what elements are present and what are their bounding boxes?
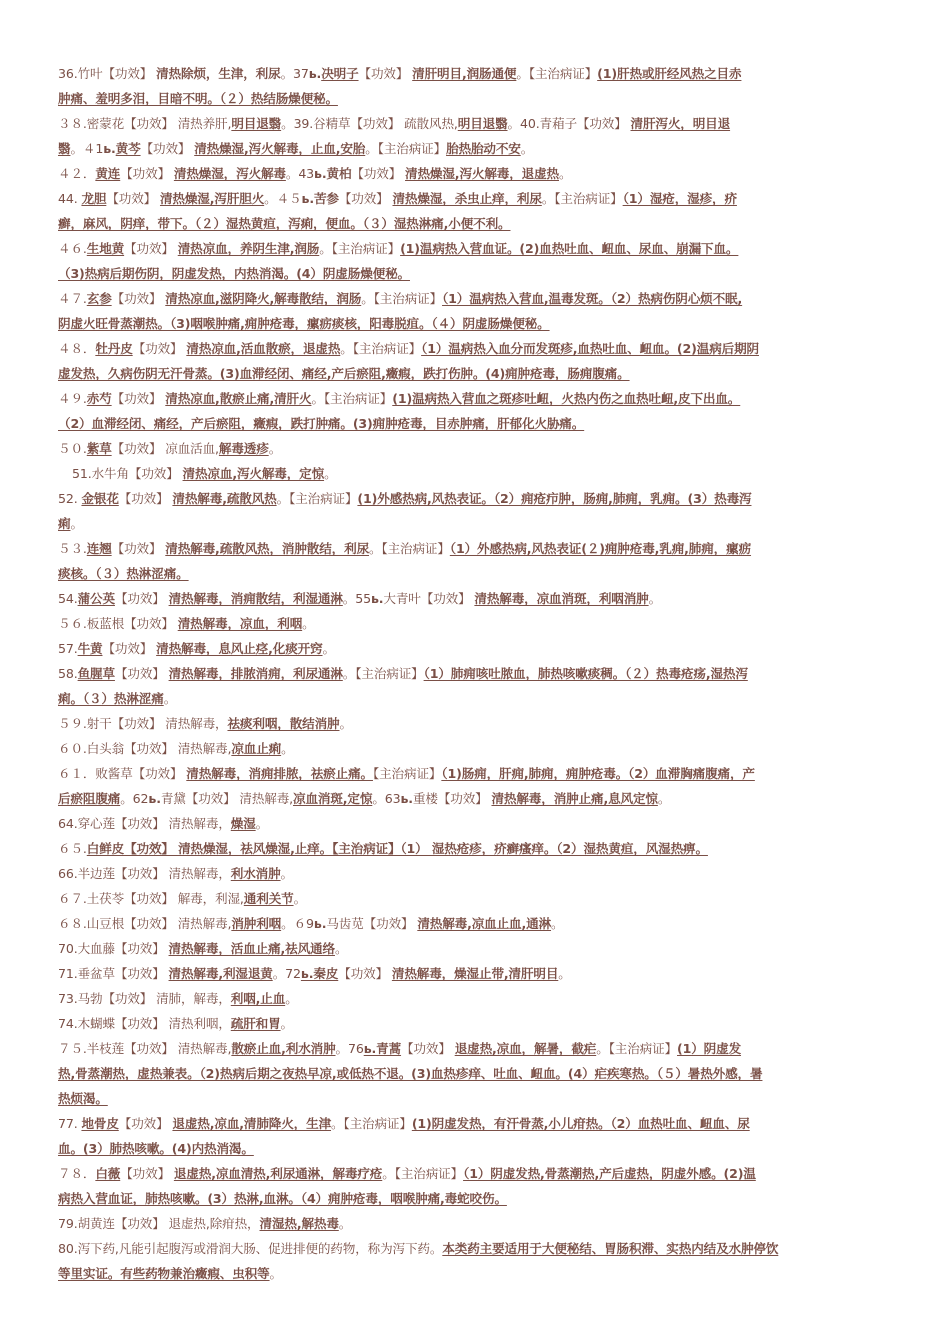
text-segment: 。	[648, 591, 662, 606]
text-line	[58, 1266, 898, 1282]
emphasized-text: 消肿利咽	[231, 916, 282, 931]
text-segment: 58.	[58, 666, 78, 681]
emphasized-text: 癣，麻风，阴痒，带下。（２）湿热黄疸，泻痢，便血。（３）湿热淋痛,小便不利。	[58, 216, 511, 231]
emphasized-text: 清热燥湿,泻肝胆火	[159, 191, 265, 206]
text-line	[58, 516, 898, 532]
emphasized-text: 清热解毒，凉血消斑，利咽消肿	[474, 591, 649, 606]
text-segment: 【功效】	[111, 391, 166, 406]
text-segment: ５６.板蓝根【功效】	[58, 616, 178, 631]
emphasized-text: 退虚热,凉血清热,利尿通淋，解毒疗疮	[173, 1166, 383, 1181]
text-segment: ７８．	[58, 1166, 96, 1181]
text-segment: ５３.	[58, 541, 87, 556]
text-segment: 。	[268, 441, 282, 456]
text-segment: ５９.射干【功效】 清热解毒，	[58, 716, 228, 731]
text-segment: 。55	[342, 591, 371, 606]
text-segment: 。６9	[281, 916, 314, 931]
emphasized-text: 痢。（３）热淋涩痛	[58, 691, 164, 706]
text-segment: 。76	[335, 1041, 364, 1056]
text-segment: ５０.	[58, 441, 87, 456]
text-segment: 。【主治病证】	[365, 141, 447, 156]
text-segment: 。４1	[70, 141, 104, 156]
emphasized-text: (1)温病热入营血证。(2)血热吐血、衄血、尿血、崩漏下血。	[400, 241, 739, 256]
text-line	[58, 241, 898, 257]
text-segment: 。	[70, 516, 83, 531]
emphasized-text: 地骨皮	[81, 1116, 119, 1131]
emphasized-text: 清热凉血,活血散瘀，退虚热	[186, 341, 341, 356]
text-segment: 【功效】	[120, 1166, 174, 1181]
text-segment: 。【主治病证】	[276, 491, 358, 506]
text-line	[58, 1091, 898, 1107]
text-line	[58, 891, 898, 907]
text-segment: 。	[322, 641, 335, 656]
emphasized-text: 清热解毒，消痈排脓，祛瘀止痛。	[186, 766, 373, 781]
text-segment: 。63	[372, 791, 401, 806]
text-line	[58, 816, 898, 832]
emphasized-text: 清肝泻火，明目退	[630, 116, 731, 131]
emphasized-text: （1)肠痈，肝痈,肺痈，痈肿疮毒。（2）血滞胸痛腹痛，产	[441, 766, 755, 781]
emphasized-text: 生地黄	[86, 241, 125, 256]
emphasized-text: ь.	[313, 916, 327, 931]
text-segment: 。	[657, 791, 671, 806]
text-segment: 57.	[58, 641, 78, 656]
text-segment: 大青叶【功效】	[383, 591, 475, 606]
emphasized-text: 疏肝和胃	[230, 1016, 281, 1031]
text-segment: 【功效】 凉血活血,	[111, 441, 219, 456]
emphasized-text: 决明子	[321, 66, 359, 81]
emphasized-text: 清热凉血,泻火解毒，定惊	[182, 466, 325, 481]
text-segment: 73.马勃【功效】 清肺，解毒，	[58, 991, 231, 1006]
text-line	[58, 616, 898, 632]
text-line	[72, 466, 912, 482]
text-segment: 。	[280, 1016, 293, 1031]
emphasized-text: 清肝明目,润肠通便	[412, 66, 517, 81]
emphasized-text: ь.黄柏	[314, 166, 352, 181]
emphasized-text: (1)阴虚发热，有汗骨蒸,小儿疳热。（2）血热吐血、衄血、尿	[411, 1116, 750, 1131]
text-line	[58, 1166, 898, 1182]
text-segment: 。	[324, 466, 337, 481]
text-segment: 。４５	[264, 191, 302, 206]
emphasized-text: 翳	[58, 141, 71, 156]
text-segment: 【功效】	[118, 491, 173, 506]
text-segment: 。	[281, 741, 294, 756]
emphasized-text: 凉血消斑,定惊	[293, 791, 373, 806]
text-line	[58, 341, 898, 357]
text-segment: 。	[302, 616, 315, 631]
text-line	[58, 166, 898, 182]
emphasized-text: 清热解毒,凉血止血,通淋	[417, 916, 552, 931]
text-line	[58, 916, 898, 932]
emphasized-text: 后瘀阻腹痛	[58, 791, 121, 806]
emphasized-text: 清热燥湿，泻火解毒	[173, 166, 286, 181]
text-segment: 。62	[120, 791, 149, 806]
text-segment: 【功效】	[106, 191, 160, 206]
text-segment: ４８．	[58, 341, 96, 356]
text-segment: 。【主治病证】	[319, 241, 401, 256]
text-segment: 。	[338, 1216, 352, 1231]
emphasized-text: (1)外感热病,风热表证。（2）痈疮疖肿，肠痈,肺痈，乳痈。(3）热毒泻	[357, 491, 752, 506]
text-line	[58, 1216, 898, 1232]
text-segment: 。39.谷精草【功效】 疏散风热,	[281, 116, 458, 131]
text-segment: 。【主治病证】	[340, 341, 422, 356]
text-line	[58, 441, 898, 457]
text-segment: 36.竹叶【功效】	[58, 66, 157, 81]
text-line	[58, 191, 898, 207]
emphasized-text: 龙胆	[81, 191, 107, 206]
text-segment: 。	[255, 816, 269, 831]
emphasized-text: 退虚热,凉血，解暑，截疟	[454, 1041, 597, 1056]
text-segment: 。72	[272, 966, 301, 981]
text-line	[58, 291, 898, 307]
emphasized-text: 清热燥湿,泻火解毒，止血,安胎	[194, 141, 366, 156]
text-segment: ４７.	[58, 291, 87, 306]
text-line	[58, 141, 898, 157]
text-line	[58, 1066, 898, 1082]
text-segment: 。	[163, 691, 177, 706]
text-segment: 。	[269, 1266, 282, 1281]
emphasized-text: 白鲜皮【功效】 清热燥湿，祛风燥湿,止痒。【主治病证】（1） 湿热疮疹，疥癣瘙痒。（2）湿热黄疸，风湿热痹。	[86, 841, 708, 856]
emphasized-text: 清热解毒，息风止痉,化痰开窍	[156, 641, 323, 656]
emphasized-text: ь.	[103, 141, 116, 156]
text-line	[58, 66, 898, 82]
text-line	[58, 941, 898, 957]
emphasized-text: 退虚热,凉血,清肺降火，生津	[172, 1116, 332, 1131]
emphasized-text: 清热解毒,疏散风热	[172, 491, 277, 506]
emphasized-text: （3)热病后期伤阴，阴虚发热，内热消渴。(4）阴虚肠燥便秘。	[58, 266, 410, 281]
text-segment: 51.水牛角【功效】	[72, 466, 183, 481]
text-line	[58, 366, 898, 382]
text-line	[58, 1041, 898, 1057]
emphasized-text: 金银花	[81, 491, 119, 506]
text-segment: 52.	[58, 491, 82, 506]
emphasized-text: 胎热胎动不安	[446, 141, 521, 156]
emphasized-text: 等里实证。有些药物兼治癥瘕、虫积等	[58, 1266, 270, 1281]
text-segment: 【功效】	[351, 166, 406, 181]
emphasized-text: 鱼腥草	[77, 666, 115, 681]
text-segment: 。【主治病证】	[382, 1166, 464, 1181]
text-line	[58, 1116, 898, 1132]
emphasized-text: ь.秦皮	[300, 966, 339, 981]
emphasized-text: （1）外感热病,风热表证(２)痈肿疮毒,乳痈,肺痈，瘰疬	[449, 541, 752, 556]
text-segment: 。37	[280, 66, 309, 81]
text-line	[58, 1141, 898, 1157]
emphasized-text: 痰核。（３）热淋涩痛。	[58, 566, 189, 581]
emphasized-text: 明目退翳	[231, 116, 282, 131]
text-segment: 66.半边莲【功效】 清热解毒，	[58, 866, 231, 881]
text-segment: ６５.	[58, 841, 87, 856]
text-segment: ７５.半枝莲【功效】 清热解毒,	[58, 1041, 232, 1056]
text-segment: ４２．	[58, 166, 96, 181]
text-line	[58, 116, 898, 132]
text-line	[58, 491, 898, 507]
emphasized-text: 血。(3）肺热咳嗽。(4)内热消渴。	[58, 1141, 254, 1156]
text-line	[58, 216, 898, 232]
emphasized-text: 赤芍	[86, 391, 112, 406]
text-segment: 【功效】	[401, 1041, 455, 1056]
emphasized-text: 热烦渴。	[58, 1091, 108, 1106]
text-segment: 。【主治病证】	[596, 1041, 678, 1056]
emphasized-text: ь.青蒿	[363, 1041, 402, 1056]
text-segment: ４９.	[58, 391, 87, 406]
text-segment: 77.	[58, 1116, 82, 1131]
emphasized-text: 清热燥湿,泻火解毒，退虚热	[405, 166, 559, 181]
emphasized-text: 白薇	[95, 1166, 121, 1181]
emphasized-text: 清热凉血,散瘀止痛,清肝火	[165, 391, 312, 406]
emphasized-text: (1)肝热或肝经风热之目赤	[597, 66, 742, 81]
emphasized-text: 黄连	[95, 166, 121, 181]
text-line	[58, 741, 898, 757]
text-segment: 【功效】	[111, 291, 166, 306]
text-line	[58, 591, 898, 607]
text-segment: 【功效】	[338, 966, 392, 981]
emphasized-text: 明目退翳	[457, 116, 508, 131]
text-segment: 【功效】	[120, 166, 174, 181]
emphasized-text: 清热解毒，凉血，利咽	[177, 616, 303, 631]
text-line	[58, 866, 898, 882]
emphasized-text: 解毒透疹	[218, 441, 269, 456]
emphasized-text: (1)温病热入营血之斑疹吐衄，火热内伤之血热吐衄,皮下出血。	[392, 391, 741, 406]
text-line	[58, 416, 898, 432]
text-segment: 80.泻下药,凡能引起腹泻或滑润大肠、促进排便的药物，称为泻下药。	[58, 1241, 443, 1256]
text-segment: 重楼【功效】	[412, 791, 492, 806]
text-segment: 74.木蝴蝶【功效】 清热利咽，	[58, 1016, 231, 1031]
emphasized-text: 本类药主要适用于大便秘结、胃肠积滞、实热内结及水肿停饮	[442, 1241, 779, 1256]
emphasized-text: 利咽,止血	[230, 991, 286, 1006]
emphasized-text: 连翘	[86, 541, 112, 556]
text-segment: 【功效】	[111, 541, 166, 556]
text-segment: 。	[334, 941, 348, 956]
text-line	[58, 966, 898, 982]
emphasized-text: （2）血滞经闭、痛经，产后瘀阻，癥瘕，跌打肿痛。(3)痈肿疮毒，目赤肿痛，肝郁化火胁痛。	[58, 416, 585, 431]
text-segment: 54.	[58, 591, 78, 606]
text-segment: 。	[551, 916, 564, 931]
text-segment: 70.大血藤【功效】	[58, 941, 169, 956]
text-segment: 。43	[285, 166, 315, 181]
emphasized-text: (1）阴虚发	[677, 1041, 742, 1056]
text-line	[58, 316, 898, 332]
text-segment: 【功效】	[358, 66, 413, 81]
text-line	[58, 716, 898, 732]
text-segment: 。40.青葙子【功效】	[507, 116, 631, 131]
text-segment: 【功效】	[140, 141, 195, 156]
emphasized-text: 清热解毒，消痈散结，利湿通淋	[168, 591, 343, 606]
emphasized-text: 紫草	[86, 441, 112, 456]
text-segment: 。【主治病证】	[361, 291, 443, 306]
emphasized-text: 黄芩	[115, 141, 141, 156]
text-segment: 【主治病证】	[372, 766, 442, 781]
emphasized-text: 牡丹皮	[95, 341, 133, 356]
text-segment: 【功效】	[102, 641, 157, 656]
text-line	[58, 791, 898, 807]
text-segment: 。【主治病证】	[541, 191, 623, 206]
emphasized-text: （1）湿疮，湿疹，疥	[622, 191, 737, 206]
emphasized-text: 阴虚火旺骨蒸潮热。（3)咽喉肿痛,痈肿疮毒，瘰疬痰核，阳毒脱疽。（４）阴虚肠燥便秘。	[58, 316, 550, 331]
text-line	[58, 1241, 898, 1257]
text-line	[58, 91, 898, 107]
emphasized-text: 牛黄	[77, 641, 103, 656]
text-segment: 。【主治病证】	[516, 66, 598, 81]
text-line	[58, 766, 898, 782]
text-segment: ３８.密蒙花【功效】 清热养肝,	[58, 116, 232, 131]
emphasized-text: 痢	[58, 516, 71, 531]
text-segment: ４６.	[58, 241, 87, 256]
text-segment: ６８.山豆根【功效】 清热解毒,	[58, 916, 232, 931]
emphasized-text: 散瘀止血,利水消肿	[231, 1041, 336, 1056]
emphasized-text: （1）温病热入血分而发斑疹,血热吐血、衄血。(2)温病后期阴	[421, 341, 759, 356]
emphasized-text: ь.	[370, 591, 384, 606]
text-line	[58, 541, 898, 557]
emphasized-text: （1）肺痈咳吐脓血，肺热咳嗽痰稠。（２）热毒疮疡,湿热泻	[423, 666, 748, 681]
text-segment: 44.	[58, 191, 82, 206]
text-segment: ６７.土茯苓【功效】 解毒，利湿,	[58, 891, 244, 906]
text-segment: 。【主治病证】	[342, 666, 424, 681]
text-line	[58, 666, 898, 682]
text-segment: ６０.白头翁【功效】 清热解毒,	[58, 741, 232, 756]
emphasized-text: 清热解毒，燥湿止带,清肝明目	[391, 966, 559, 981]
text-segment: 【功效】	[118, 1116, 173, 1131]
text-segment: 【功效】	[114, 666, 169, 681]
text-line	[58, 641, 898, 657]
text-segment: 。	[280, 866, 293, 881]
emphasized-text: ь.	[308, 66, 322, 81]
text-line	[58, 691, 898, 707]
emphasized-text: 蒲公英	[77, 591, 115, 606]
text-segment: 。	[559, 166, 572, 181]
emphasized-text: ь.苦参	[301, 191, 339, 206]
emphasized-text: 凉血止痢	[231, 741, 282, 756]
emphasized-text: 虚发热，久病伤阴无汗骨蒸。(3)血滞经闭、痛经,产后瘀阻,癥瘕，跌打伤肿。(4)痈肿疮毒，肠痈腹痛。	[58, 366, 630, 381]
text-line	[58, 991, 898, 1007]
emphasized-text: 玄参	[86, 291, 112, 306]
emphasized-text: 通利关节	[243, 891, 294, 906]
text-segment: 【功效】	[132, 341, 187, 356]
text-segment: 71.垂盆草【功效】	[58, 966, 169, 981]
emphasized-text: 清热解毒,疏散风热，消肿散结，利尿	[165, 541, 370, 556]
text-segment: 青黛【功效】 清热解毒,	[160, 791, 294, 806]
text-segment: 。【主治病证】	[369, 541, 450, 556]
text-segment: 。	[558, 966, 571, 981]
text-line	[58, 1016, 898, 1032]
text-segment: 。【主治病证】	[331, 1116, 412, 1131]
text-segment: 。	[339, 716, 352, 731]
emphasized-text: ь.	[148, 791, 161, 806]
text-segment: 马齿苋【功效】	[326, 916, 418, 931]
text-line	[58, 266, 898, 282]
text-segment: 。	[293, 891, 307, 906]
emphasized-text: （1）温病热入营血,温毒发斑。（2）热病伤阴心烦不眠,	[442, 291, 743, 306]
emphasized-text: 清湿热,解热毒	[259, 1216, 339, 1231]
text-line	[58, 1191, 898, 1207]
text-segment: 【功效】	[338, 191, 393, 206]
text-segment: 。【主治病证】	[311, 391, 393, 406]
text-segment: 【功效】	[124, 241, 178, 256]
emphasized-text: 热,骨蒸潮热，虚热兼表。（2)热病后期之夜热早凉,或低热不退。(3)血热疹痒、吐血、衄血。(4）疟疾寒热。（５）暑热外感，暑	[58, 1066, 763, 1081]
emphasized-text: 肿痛、羞明多泪，目暗不明。（２）热结肠燥便秘。	[58, 91, 338, 106]
emphasized-text: 祛痰利咽，散结消肿	[227, 716, 340, 731]
text-line	[58, 566, 898, 582]
emphasized-text: 病热入营血证，肺热咳嗽。(3）热淋,血淋。（4）痈肿疮毒，咽喉肿痛,毒蛇咬伤。	[58, 1191, 507, 1206]
text-line	[58, 841, 898, 857]
emphasized-text: 清热凉血，养阴生津,润肠	[177, 241, 320, 256]
emphasized-text: 清热解毒,利湿退黄	[168, 966, 273, 981]
emphasized-text: 燥湿	[230, 816, 256, 831]
emphasized-text: 清热解毒，排脓消痈，利尿通淋	[168, 666, 343, 681]
text-segment: 【功效】	[114, 591, 169, 606]
emphasized-text: 清热燥湿，杀虫止痒，利尿	[392, 191, 542, 206]
emphasized-text: 利水消肿	[230, 866, 281, 881]
emphasized-text: 清热解毒，消肿止痛,息风定惊	[491, 791, 658, 806]
text-segment: 64.穿心莲【功效】 清热解毒，	[58, 816, 231, 831]
text-line	[58, 391, 898, 407]
emphasized-text: 清热解毒，活血止痛,祛风通络	[168, 941, 335, 956]
emphasized-text: ь.	[400, 791, 413, 806]
emphasized-text: 清热凉血,滋阴降火,解毒散结，润肠	[165, 291, 362, 306]
emphasized-text: （1）阴虚发热,骨蒸潮热,产后虚热，阴虚外感。(2)温	[463, 1166, 756, 1181]
text-segment: 79.胡黄连【功效】 退虚热,除疳热，	[58, 1216, 260, 1231]
text-segment: 。	[285, 991, 298, 1006]
text-segment: 。	[520, 141, 534, 156]
emphasized-text: 清热除烦，生津，利尿	[156, 66, 281, 81]
text-segment: ６１．败酱草【功效】	[58, 766, 187, 781]
